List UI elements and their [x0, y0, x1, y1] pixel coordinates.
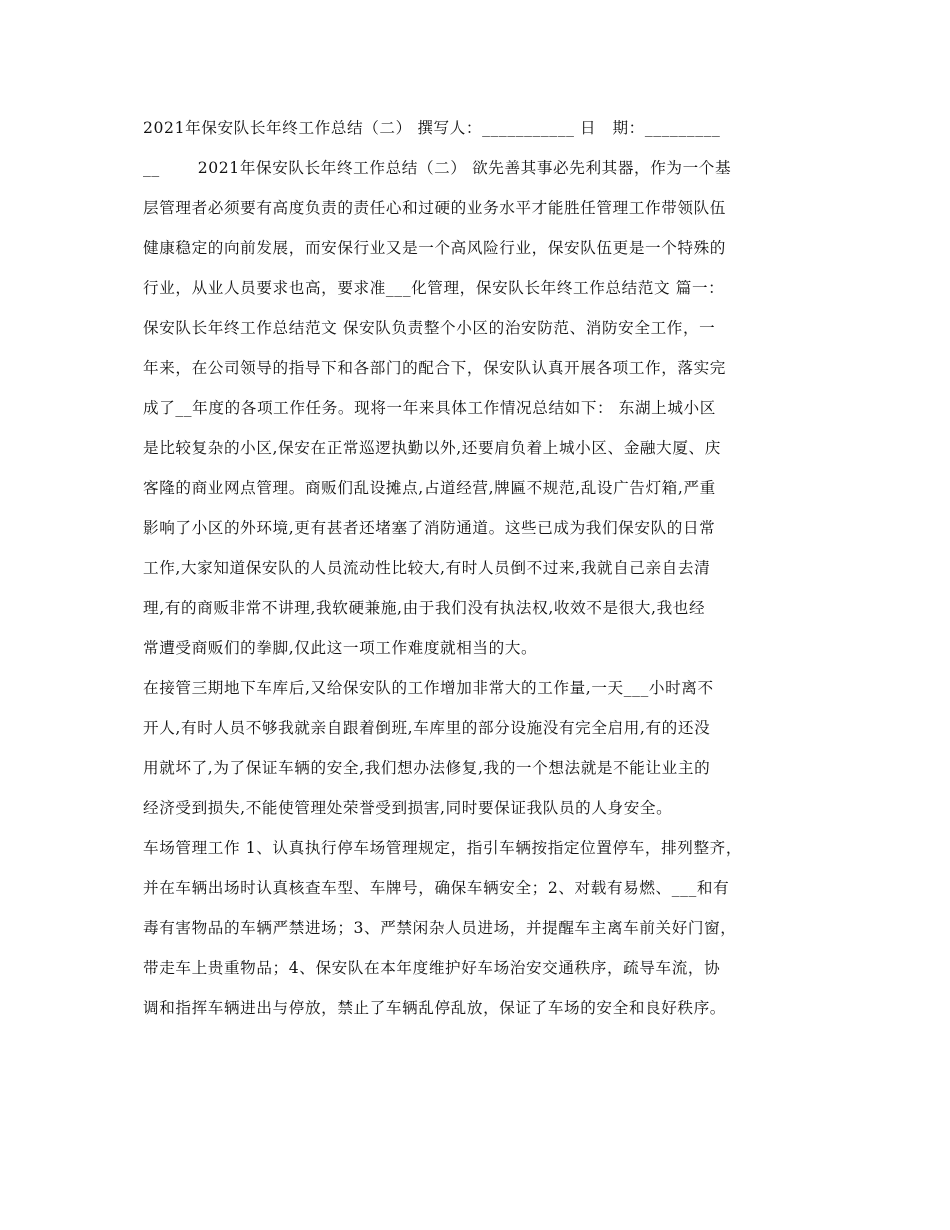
text-line-16: 开人,有时人员不够我就亲自跟着倒班,车库里的部分设施没有完全启用,有的还没 — [143, 719, 711, 737]
text-line-11: 影响了小区的外环境,更有甚者还堵塞了消防通道。这些已成为我们保安队的日常 — [143, 519, 716, 537]
text-line-20: 并在车辆出场时认真核查车型、车牌号，确保车辆安全；2、对载有易燃、___和有 — [143, 879, 730, 897]
text-line-2: __ 2021年保安队长年终工作总结（二） 欲先善其事必先利其器，作为一个基 — [143, 159, 732, 177]
text-line-4: 健康稳定的向前发展，而安保行业又是一个高风险行业，保安队伍更是一个特殊的 — [143, 239, 726, 257]
text-line-13: 理,有的商贩非常不讲理,我软硬兼施,由于我们没有执法权,收效不是很大,我也经 — [143, 599, 706, 617]
text-line-3: 层管理者必须要有高度负责的责任心和过硬的业务水平才能胜任管理工作带领队伍 — [143, 199, 726, 217]
text-line-8: 成了__年度的各项工作任务。现将一年来具体工作情况总结如下： 东湖上城小区 — [143, 399, 716, 417]
text-line-23: 调和指挥车辆进出与停放，禁止了车辆乱停乱放，保证了车场的安全和良好秩序。 — [143, 999, 726, 1017]
text-line-5: 行业，从业人员要求也高，要求准___化管理，保安队长年终工作总结范文 篇一： — [143, 279, 725, 297]
text-line-18: 经济受到损失,不能使管理处荣誉受到损害,同时要保证我队员的人身安全。 — [143, 799, 673, 817]
text-line-21: 毒有害物品的车辆严禁进场；3、严禁闲杂人员进场，并提醒车主离车前关好门窗， — [143, 919, 737, 937]
text-line-15: 在接管三期地下车库后,又给保安队的工作增加非常大的工作量,一天___小时离不 — [143, 679, 714, 697]
text-line-22: 带走车上贵重物品；4、保安队在本年度维护好车场治安交通秩序，疏导车流，协 — [143, 959, 721, 977]
text-line-10: 客隆的商业网点管理。商贩们乱设摊点,占道经营,牌匾不规范,乱设广告灯箱,严重 — [143, 479, 716, 497]
text-line-14: 常遭受商贩们的拳脚,仅此这一项工作难度就相当的大。 — [143, 639, 538, 657]
text-line-7: 年来，在公司领导的指导下和各部门的配合下，保安队认真开展各项工作，落实完 — [143, 359, 726, 377]
text-line-1: 2021年保安队长年终工作总结（二） 撰写人：___________ 日 期：_________ — [143, 119, 721, 137]
text-line-19: 车场管理工作 1、认真执行停车场管理规定，指引车辆按指定位置停车，排列整齐， — [143, 839, 743, 857]
text-line-9: 是比较复杂的小区,保安在正常巡逻执勤以外,还要肩负着上城小区、金融大厦、庆 — [143, 439, 721, 457]
text-line-17: 用就坏了,为了保证车辆的安全,我们想办法修复,我的一个想法就是不能让业主的 — [143, 759, 711, 777]
text-line-6: 保安队长年终工作总结范文 保安队负责整个小区的治安防范、消防安全工作，一 — [143, 319, 716, 337]
text-line-12: 工作,大家知道保安队的人员流动性比较大,有时人员倒不过来,我就自己亲自去清 — [143, 559, 711, 577]
